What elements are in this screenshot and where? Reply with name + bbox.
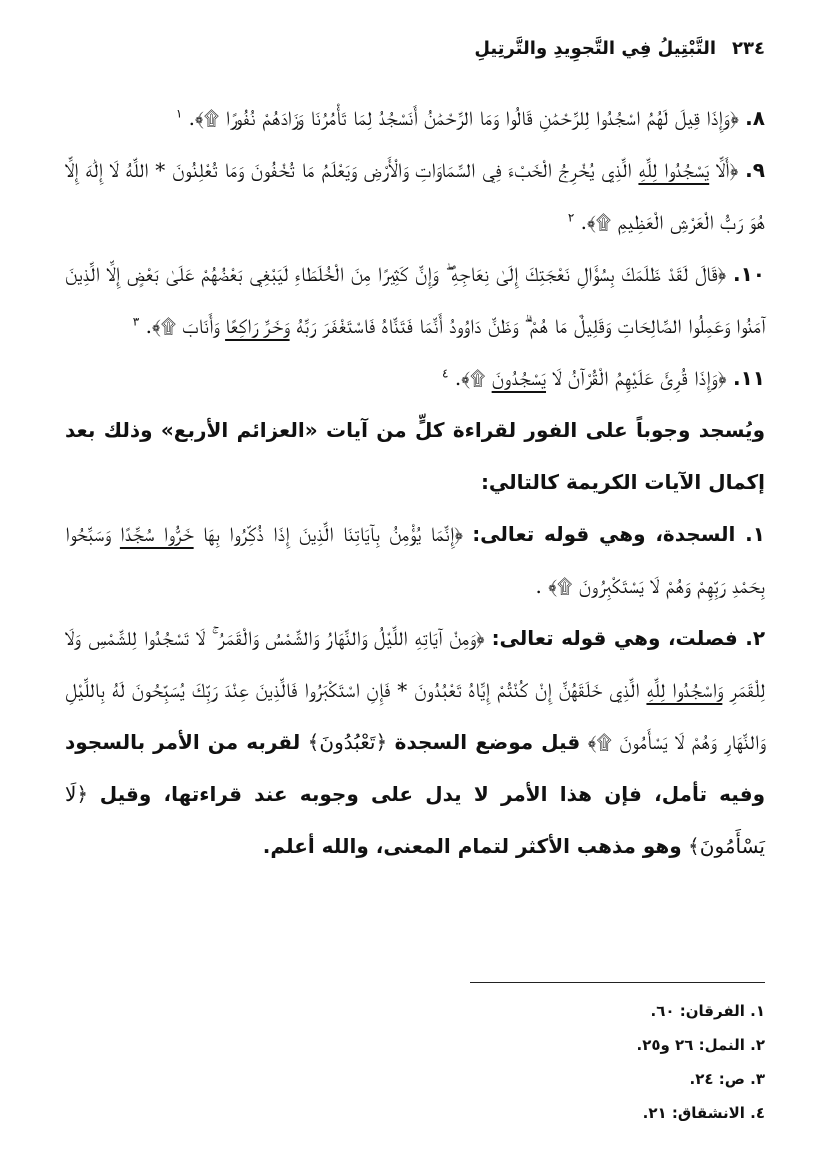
footnote-2: ٢. النمل: ٢٦ و٢٥. [636,1036,765,1054]
quoted-word: ﴿لَا يَسْأَمُونَ﴾ [65,782,765,858]
verse-text: ﴿وَمِنْ آيَاتِهِ اللَّيْلُ وَالنَّهَارُ وَالشَّمْسُ وَالْقَمَرُ ۚ لَا تَسْجُدُوا لِلشَّمْسِ وَلَا لِلْقَمَرِ [65,626,765,702]
footnote-4: ٤. الانشقاق: ٢١. [642,1104,765,1122]
commentary-text: قيل موضع السجدة [394,730,581,754]
sajdah-item-2 [65,612,765,872]
verse-text: وَسَبَّحُوا بِحَمْدِ رَبِّهِمْ وَهُمْ لَا يَسْتَكْبِرُونَ ۩﴾ . [65,522,765,598]
item-lead: ٢. فصلت، وهي قوله تعالى: [491,626,766,650]
sajdah-underlined-phrase: خَرُّوا سُجَّدًا [119,522,194,546]
page-header [70,38,765,72]
verse-text: ۩﴾. [454,366,486,390]
verse-item-11 [65,352,765,404]
intro-paragraph: ويُسجد وجوباً على الفور لقراءة كلٍّ من آيات «العزائم الأربع» وذلك بعد إكمال الآيات الكريمة كالتالي: [65,418,765,494]
footnote-1: ١. الفرقان: ٦٠. [650,1002,765,1020]
page-number: ٢٣٤ [732,38,765,59]
verse-item-10 [65,248,765,352]
item-number: ٨. [745,106,765,130]
footnote-marker[interactable]: ٢ [567,210,575,225]
item-number: ١٠. [732,262,765,286]
commentary-text: وهو مذهب الأكثر لتمام المعنى، والله أعلم. [262,834,682,858]
sajdah-underlined-phrase: يَسْجُدُوا لِلَّهِ [638,158,710,182]
verse-text: ﴿إِنَّمَا يُؤْمِنُ بِآيَاتِنَا الَّذِينَ إِذَا ذُكِّرُوا بِهَا [202,522,464,546]
sajdah-underlined-phrase: وَاسْجُدُوا لِلَّهِ [646,678,723,702]
main-text [65,92,765,872]
verse-item-8 [65,92,765,144]
item-number: ١١. [732,366,765,390]
item-lead: ١. السجدة، وهي قوله تعالى: [472,522,765,546]
verse-text: ﴿قَالَ لَقَدْ ظَلَمَكَ بِسُؤَالِ نَعْجَتِكَ إِلَىٰ نِعَاجِهِ ۖ وَإِنَّ كَثِيرًا مِنَ الْخُلَطَاءِ لَيَبْغِي بَعْضُهُمْ عَلَىٰ بَعْضٍ إِلَّا الَّذِينَ آمَنُوا وَعَمِلُوا الصَّالِحَاتِ وَقَلِيلٌ مَا هُمْ ۗ وَظَنَّ دَاوُودُ أَنَّمَا فَتَنَّاهُ فَاسْتَغْفَرَ رَبَّهُ [65,262,765,338]
running-title: التَّبْتِيلُ فِي التَّجوِيدِ والتَّرتِيلِ [474,38,717,59]
verse-text: الَّذِي يُخْرِجُ الْخَبْءَ فِي السَّمَاوَاتِ وَالْأَرْضِ وَيَعْلَمُ مَا تُخْفُونَ وَمَا تُعْلِنُونَ * اللَّهُ لَا إِلَٰهَ إِلَّا هُوَ رَبُّ الْعَرْشِ الْعَظِيمِ ۩﴾. [65,158,765,234]
verse-text: ﴿وَإِذَا قِيلَ لَهُمُ اسْجُدُوا لِلرَّحْمَٰنِ قَالُوا وَمَا الرَّحْمَٰنُ أَنَسْجُدُ لِمَا تَأْمُرُنَا وَزَادَهُمْ نُفُورًا ۩﴾. [188,106,739,130]
footnote-separator [470,982,765,983]
sajdah-underlined-phrase: وَخَرَّ رَاكِعًا [225,314,290,338]
sajdah-underlined-phrase: يَسْجُدُونَ [491,366,547,390]
footnote-marker[interactable]: ١ [175,106,183,121]
verse-text: وَأَنَابَ ۩﴾. [145,314,219,338]
sajdah-item-1 [65,508,765,612]
verse-item-9 [65,144,765,248]
footnote-3: ٣. ص: ٢٤. [689,1070,765,1088]
verse-text: ﴿وَإِذَا قُرِئَ عَلَيْهِمُ الْقُرْآنُ لَا [552,366,727,390]
quoted-word: ﴿تَعْبُدُونَ﴾ [307,730,388,754]
verse-text: ﴿أَلَّا [716,158,739,182]
footnotes [465,994,765,1130]
footnote-marker[interactable]: ٣ [132,314,140,329]
commentary-text: لقربه من الأمر بالسجود وفيه تأمل، فإن هذا الأمر لا يدل على وجوبه عند قراءتها، وقيل [65,730,765,806]
footnote-marker[interactable]: ٤ [442,366,449,381]
item-number: ٩. [745,158,765,182]
verse-text: الَّذِي خَلَقَهُنَّ إِنْ كُنْتُمْ إِيَّاهُ تَعْبُدُونَ * فَإِنِ اسْتَكْبَرُوا فَالَّذِينَ عِنْدَ رَبِّكَ يُسَبِّحُونَ لَهُ بِاللَّيْلِ وَالنَّهَارِ وَهُمْ لَا يَسْأَمُونَ ۩﴾ [65,678,765,754]
